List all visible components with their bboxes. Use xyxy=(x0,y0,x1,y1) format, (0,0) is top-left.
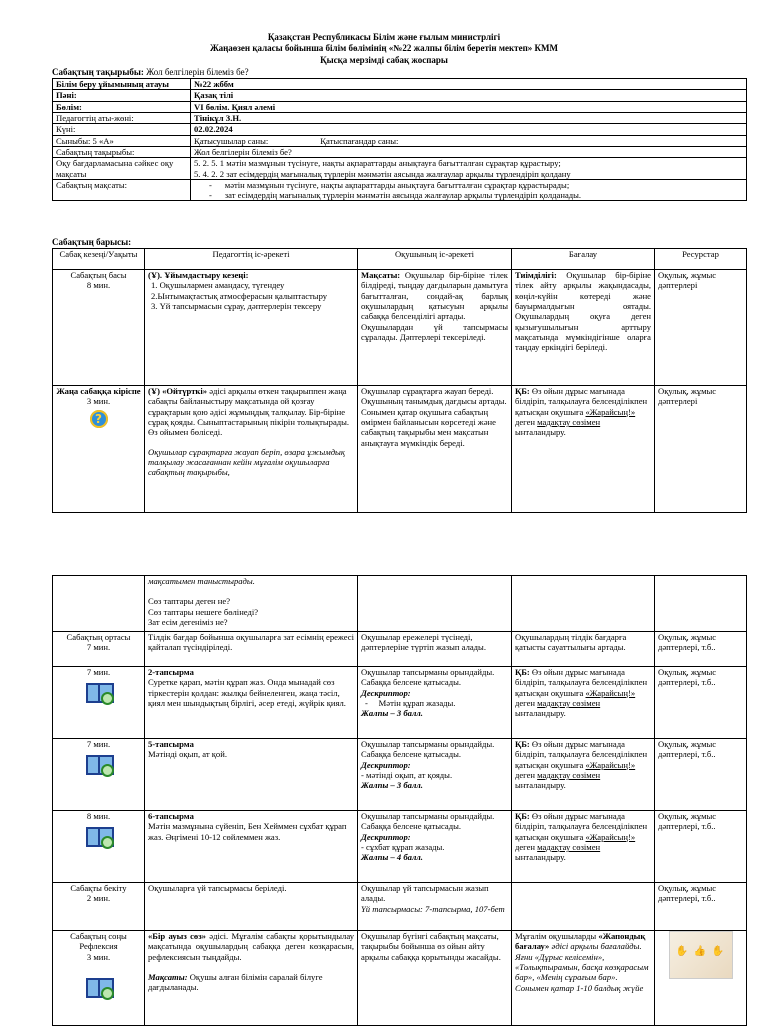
info-row-topic: Сабақтың тақырыбы: Жол белгілерін білеміз бе? xyxy=(53,146,747,157)
group-work-icon xyxy=(86,681,112,703)
row-beginning: Сабақтың басы 8 мин. (Ұ). Ұйымдастыру кезеңі: 1. Оқушылармен амандасу, түгендеу 2.Ынтымақтастық атмосферасын қалыптастыру 3. Үй тапсырмасын сұрау, дәптерлерін тексеру Мақсаты: Оқушылар бір-біріне тілек білдіреді, тыңдау дағдыларын дамытуға бағытталған, сондай-ақ барлық оқушылардың қатысуын арқылы сабаққа белсенділігі артады. Оқушылардан үй тапсырмасы сұралады. Дәптерлері тексеріледі. Тиімділігі: Оқушылар бір-біріне тілек айту арқылы жақындасады, көңіл-күйін көтереді және бауырмалдығын оятады. Оқушылардың оқуға деген қызығушылығын арттыру мақсатында мүмкіндігінше оларға таңдау еркіндігі беріледі. Оқулық, жұмыс дәптерлері xyxy=(53,270,747,386)
header-row xyxy=(53,249,747,270)
info-row-org: Білім беру ұйымының атауы №22 жббм xyxy=(53,79,747,90)
col-assess: Бағалау xyxy=(512,249,655,270)
info-row-class: Сыныбы: 5 «А» Қатысушылар саны: Қатыспағандар саны: xyxy=(53,135,747,146)
col-stage: Сабақ кезеңі/Уақыты xyxy=(53,249,145,270)
row-intro-continued: мақсатымен таныстырады. Сөз таптары деген не? Сөз таптары нешеге бөлінеді? Зат есім дегеніміз не? xyxy=(53,576,747,632)
reflection-icon xyxy=(86,976,112,998)
row-end-reflection: Сабақтың соңы Рефлексия 3 мин. «Бір ауыз сөз» әдісі. Мұғалім сабақты қорытындылау мақсатында оқушылардың сабаққа деген көзқарасын, рефлексиясын тыңдайды. Мақсаты: Оқушы алған білімін саралай білуге дағдыланады. Оқушылар бүгінгі сабақтың мақсаты, тақырыбы бойынша өз ойын айту арқылы сабаққа қорытынды жасайды. Мұғалім оқушыларды «Жапондық бағалау» әдісі арқылы бағалайды. Яғни «Дұрыс келісемін», «Толықтырамын, басқа көзқарасым бар», «Менің сұрағым бар». Сонымен қатар 1-10 балдық жүйе ✋ 👍 ✋ xyxy=(53,931,747,1026)
question-icon: ? xyxy=(90,410,108,428)
info-row-goals: Оқу бағдарламасына сәйкес оқу мақсаты 5. 2. 5. 1 мәтін мазмұнын түсінуге, нақты ақпараттарды анықтауға бағытталған сұрақтар құрастыру; 5. 4. 2. 2 зат есімдердің мағыналық түрлерін мәнмәтін аясында жалғаулар арқылы түрлендіріп қолдану xyxy=(53,158,747,180)
group-work-icon xyxy=(86,825,112,847)
col-resources: Ресурстар xyxy=(655,249,747,270)
progress-table-p2 xyxy=(52,575,747,1026)
lesson-topic: Сабақтың тақырыбы: Жол белгілерін білеміз бе? xyxy=(52,67,249,77)
school-title: Жаңаөзен қаласы бойынша білім бөлімінің «№22 жалпы білім беретін мектеп» КММ xyxy=(209,43,559,53)
row-task-5: 7 мин. 5-тапсырма Мәтінді оқып, ат қой. Оқушылар тапсырманы орындайды. Сабаққа белсене қатысады. Дескриптор: - мәтінді оқып, ат қояды. Жалпы – 3 балл. ҚБ: Өз ойын дұрыс мағынада білдіріп, талқылауға белсенділікпен қатысқан оқушыға «Жарайсың!» деген мадақтау сөзімен ынталандыру. Оқулық, жұмыс дәптерлері, т.б.. xyxy=(53,739,747,811)
row-task-2: 7 мин. 2-тапсырма Суретке қарап, мәтін құрап жаз. Онда мынадай сөз тіркестерін қолдан: жылқы бейнеленген, жаңа тәсіл, қиял мен шындықтың бірлігі, әсер етеді, жүйрік қиял. Оқушылар тапсырманы орындайды. Сабаққа белсене қатысады. Дескриптор: - Мәтін құрап жазады. Жалпы – 3 балл. ҚБ: Өз ойын дұрыс мағынада білдіріп, талқылауға белсенділікпен қатысқан оқушыға «Жарайсың!» деген мадақтау сөзімен ынталандыру. Оқулық, жұмыс дәптерлері, т.б.. xyxy=(53,667,747,739)
row-consolidation: Сабақты бекіту 2 мин. Оқушыларға үй тапсырмасы беріледі. Оқушылар үй тапсырмасын жазып алады. Үй тапсырмасы: 7-тапсырма, 107-бет Оқулық, жұмыс дәптерлері, т.б.. xyxy=(53,883,747,931)
info-row-aims: Сабақтың мақсаты: - мәтін мазмұнын түсінуге, нақты ақпараттарды анықтауға бағытталған сұрақтар құрастырады; - зат есімдердің мағыналық түрлерін мәнмәтін аясында жалғаулар арқылы түрлендіріп қолданады. xyxy=(53,179,747,201)
japanese-assessment-image: ✋ 👍 ✋ xyxy=(669,931,733,979)
info-row-teacher: Педагогтің аты-жөні: Тінікұл З.Н. xyxy=(53,112,747,123)
plan-title: Қысқа мерзімді сабақ жоспары xyxy=(320,55,448,65)
row-middle: Сабақтың ортасы 7 мин. Тілдік бағдар бойынша оқушыларға зат есімнің ережесі қайталап түсіндіріледі. Оқушылар ережелері түсінеді, дәптерлеріне түртіп жазып алады. Оқушылардың тілдік бағдарға қатысты сауаттылығы артады. Оқулық, жұмыс дәптерлері, т.б.. xyxy=(53,632,747,667)
info-row-section: Бөлім: VI бөлім. Қиял әлемі xyxy=(53,101,747,112)
col-teacher: Педагогтің іс-әрекеті xyxy=(145,249,358,270)
row-task-6: 8 мин. 6-тапсырма Мәтін мазмұнына сүйеніп, Бен Хейммен сұхбат құрап жаз. Әңгімені 10-12 сөйлеммен жаз. Оқушылар тапсырманы орындайды. Сабаққа белсене қатысады. Дескриптор: - сұхбат құрап жазады. Жалпы – 4 балл. ҚБ: Өз ойын дұрыс мағынада білдіріп, талқылауға белсенділікпен қатысқан оқушыға «Жарайсың!» деген мадақтау сөзімен ынталандыру. Оқулық, жұмыс дәптерлері, т.б.. xyxy=(53,811,747,883)
ministry-title: Қазақстан Республикасы Білім және ғылым министрлігі xyxy=(267,32,501,42)
col-student: Оқушының іс-әрекеті xyxy=(358,249,512,270)
info-row-date: Күні: 02.02.2024 xyxy=(53,124,747,135)
info-row-subject: Пәні: Қазақ тілі xyxy=(53,90,747,101)
info-table xyxy=(52,78,747,201)
progress-title: Сабақтың барысы: xyxy=(52,237,132,247)
progress-table-p1 xyxy=(52,248,747,513)
row-intro: Жаңа сабаққа кіріспе 3 мин. ? (Ұ) «Ойтүрткі» әдісі арқылы өткен тақырыппен жаңа сабақты байланыстыру мақсатында ой қозғау сұрақтарын қою әдісі жұмыңдық талқылау. Бір-біріне сұрақ қояды. Сыныптастарының пікірін толықтырады. Өз ойымен бөліседі. Оқушылар сұрақтарға жауап беріп, өзара ұжымдық талқылау жасағаннан кейін мұғалім оқушыларға сабақтың тақырыбы, Оқушылар сұрақтарға жауап береді. Оқушының танымдық дағдысы артады. Сонымен қатар оқушыға сабақтың өмірмен байланысын көрсетеді және сабақтың тақырыбы мен мақсатын анықтауға мүмкіндік береді. ҚБ: Өз ойын дұрыс мағынада білдіріп, талқылауға белсенділікпен қатысқан оқушыға «Жарайсың!» деген мадақтау сөзімен ынталандыру. Оқулық, жұмыс дәптерлері xyxy=(53,386,747,513)
group-work-icon xyxy=(86,753,112,775)
